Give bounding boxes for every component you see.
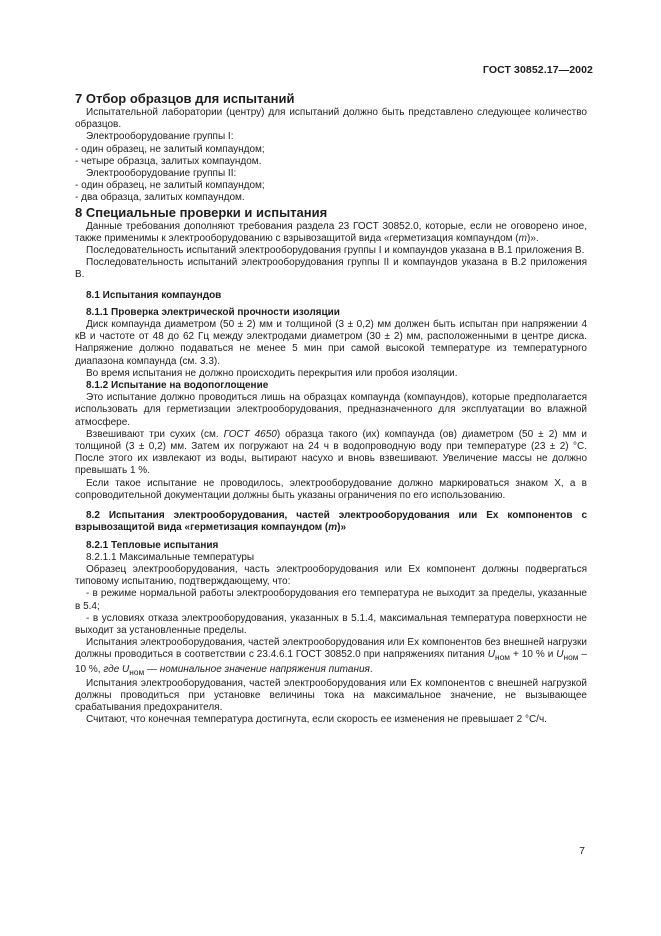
list-item: - четыре образца, залитых компаундом. bbox=[75, 155, 262, 167]
paragraph: Если такое испытание не проводилось, электрооборудование должно маркироваться знаком X, а в сопроводительной документации должны быть указаны ограничения по его использованию. bbox=[75, 477, 587, 501]
subsection-8-2-1-title: 8.2.1 Тепловые испытания bbox=[86, 539, 219, 551]
list-item: - один образец, не залитый компаундом; bbox=[75, 180, 265, 192]
paragraph: Образец электрооборудования, часть электрооборудования или Ex компонент должны подвергаться типовому испытанию, подтверждающему, что: bbox=[75, 563, 587, 588]
paragraph: Данные требования дополняют требования раздела 23 ГОСТ 30852.0, которые, если не оговорено иное, также применимы к электрооборудованию с взрывозащитой вида «герметизация компаундом (m)». bbox=[75, 220, 587, 244]
paragraph: Взвешивают три сухих (см. ГОСТ 4650) образца такого (их) компаунда (ов) диаметром (50 ± 2) мм и толщиной (3 ± 0,2) мм. Затем их погружают на 24 ч в водопроводную воду при температуре (23 ± 2) °С. После этого их извлекают из воды, вытирают насухо и вновь взвешивают. Увеличение массы не должно превышать 1 %. bbox=[75, 428, 587, 477]
paragraph: Это испытание должно проводиться лишь на образцах компаунда (компаундов), которые предполагается использовать для герметизации электрооборудования, предназначенного для эксплуатации во влажной атмосфере. bbox=[75, 392, 587, 428]
paragraph: Испытания электрооборудования, частей электрооборудования или Ex компонентов с внешней нагрузкой должны проводиться при установке величины тока на максимальное значение, не вызывающее срабатывания предохранителя. bbox=[75, 677, 587, 714]
clause-8-2-1-1-title: 8.2.1.1 Максимальные температуры bbox=[86, 551, 255, 563]
paragraph: Последовательность испытаний электрооборудования группы I и компаундов указана в В.1 приложения В. bbox=[86, 245, 585, 257]
paragraph: Диск компаунда диаметром (50 ± 2) мм и толщиной (3 ± 0,2) мм должен быть испытан при напряжении 4 кВ и частоте от 48 до 62 Гц между электродами диаметром (30 ± 2) мм, расположенными в центре диска. Напряжение должно подаваться не менее 5 мин при самой высокой температуре из температурного диапазона компаунда (см. 3.3). bbox=[75, 319, 587, 367]
page-content bbox=[75, 91, 587, 727]
paragraph: Во время испытания не должно происходить перекрытия или пробоя изоляции. bbox=[86, 367, 458, 379]
list-item: - в режиме нормальной работы электрооборудования его температура не выходит за пределы, указанные в 5.4; bbox=[75, 588, 587, 612]
paragraph: Электрооборудование группы II: bbox=[86, 168, 237, 180]
subsection-8-2-title: 8.2 Испытания электрооборудования, частей электрооборудования или Ex компонентов с взрывозащитой вида «герметизация компаундом (m)» bbox=[75, 510, 587, 534]
page-number: 7 bbox=[579, 845, 585, 857]
paragraph: Испытательной лаборатории (центру) для испытаний должно быть представлено следующее количество образцов. bbox=[75, 107, 587, 131]
section-8-title: 8 Специальные проверки и испытания bbox=[75, 204, 328, 220]
paragraph: Электрооборудование группы I: bbox=[86, 131, 234, 143]
list-item: - в условиях отказа электрооборудования, указанных в 5.1.4, максимальная температура поверхности не выходит за установленные пределы. bbox=[75, 612, 587, 636]
list-item: - один образец, не залитый компаундом; bbox=[75, 143, 265, 155]
subsection-8-1-title: 8.1 Испытания компаундов bbox=[86, 289, 222, 301]
paragraph: Считают, что конечная температура достигнута, если скорость ее изменения не превышает 2 °С/ч. bbox=[86, 714, 547, 726]
subsection-8-1-1-title: 8.1.1 Проверка электрической прочности изоляции bbox=[86, 306, 340, 318]
subsection-8-1-2-title: 8.1.2 Испытание на водопоглощение bbox=[86, 380, 269, 392]
paragraph: Последовательность испытаний электрооборудования группы II и компаундов указана в В.2 приложения В. bbox=[75, 257, 587, 281]
section-7-title: 7 Отбор образцов для испытаний bbox=[75, 91, 295, 106]
standard-header: ГОСТ 30852.17—2002 bbox=[482, 64, 593, 76]
list-item: - два образца, залитых компаундом. bbox=[75, 192, 245, 204]
paragraph: Испытания электрооборудования, частей электрооборудования или Ex компонентов без внешней нагрузки должны проводиться в соответствии с 23.4.6.1 ГОСТ 30852.0 при напряжениях питания $U_{ном} + 10$ % и $U_{ном} - 10$ %, где $U_{ном}$ — номинальное значение напряжения питания. bbox=[75, 637, 587, 677]
